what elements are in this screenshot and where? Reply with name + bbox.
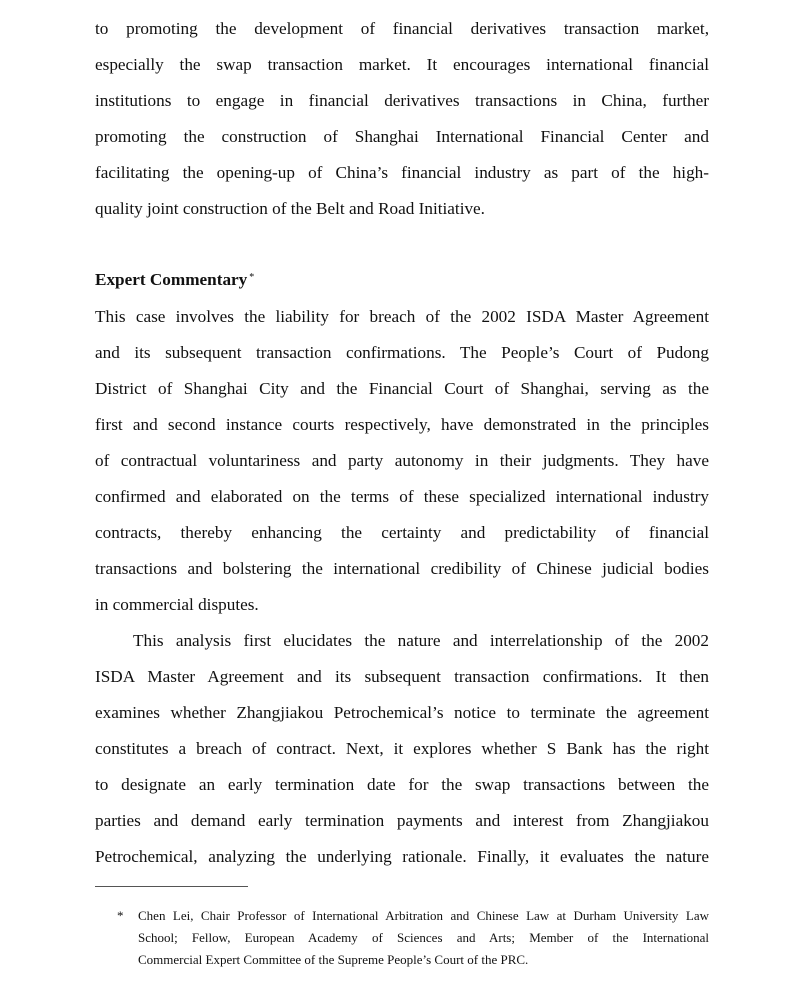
- heading-footnote-mark: *: [249, 272, 255, 283]
- para1-line: and its subsequent transaction confirmations. The People’s Court of Pudong: [95, 343, 709, 362]
- para1-line: This case involves the liability for breach of the 2002 ISDA Master Agreement: [95, 307, 709, 326]
- para2-line: to designate an early termination date for the swap transactions between the: [95, 775, 709, 794]
- footnote-line: School; Fellow, European Academy of Sciences and Arts; Member of the International: [138, 930, 709, 945]
- para2-line: examines whether Zhangjiakou Petrochemical’s notice to terminate the agreement: [95, 703, 709, 722]
- para1-line: first and second instance courts respectively, have demonstrated in the principles: [95, 415, 709, 434]
- para1-line: District of Shanghai City and the Financial Court of Shanghai, serving as the: [95, 379, 709, 398]
- footnote-line: Commercial Expert Committee of the Supreme People’s Court of the PRC.: [138, 952, 529, 967]
- para2-line: parties and demand early termination payments and interest from Zhangjiakou: [95, 811, 709, 830]
- section-heading: [95, 269, 254, 291]
- para1-line: transactions and bolstering the international credibility of Chinese judicial bodies: [95, 559, 709, 578]
- heading-title: Expert Commentary: [95, 270, 248, 289]
- para2-line: ISDA Master Agreement and its subsequent transaction confirmations. It then: [95, 667, 709, 686]
- intro-line: to promoting the development of financial derivatives transaction market,: [95, 19, 709, 38]
- para1-line: in commercial disputes.: [95, 595, 259, 614]
- para2-line: This analysis first elucidates the nature and interrelationship of the 2002: [133, 631, 709, 650]
- para1-line: contracts, thereby enhancing the certainty and predictability of financial: [95, 523, 709, 542]
- para2-line: constitutes a breach of contract. Next, it explores whether S Bank has the right: [95, 739, 709, 758]
- para2-line: Petrochemical, analyzing the underlying rationale. Finally, it evaluates the nature: [95, 847, 709, 866]
- footnote-separator: [95, 886, 248, 887]
- intro-line: especially the swap transaction market. It encourages international financial: [95, 55, 709, 74]
- para1-line: confirmed and elaborated on the terms of these specialized international industry: [95, 487, 709, 506]
- footnote-line: Chen Lei, Chair Professor of International Arbitration and Chinese Law at Durham University Law: [138, 908, 709, 923]
- intro-line: quality joint construction of the Belt and Road Initiative.: [95, 199, 485, 218]
- para1-line: of contractual voluntariness and party autonomy in their judgments. They have: [95, 451, 709, 470]
- intro-line: promoting the construction of Shanghai International Financial Center and: [95, 127, 709, 146]
- footnote-mark: *: [117, 908, 124, 923]
- intro-line: facilitating the opening-up of China’s financial industry as part of the high-: [95, 163, 709, 182]
- intro-line: institutions to engage in financial derivatives transactions in China, further: [95, 91, 709, 110]
